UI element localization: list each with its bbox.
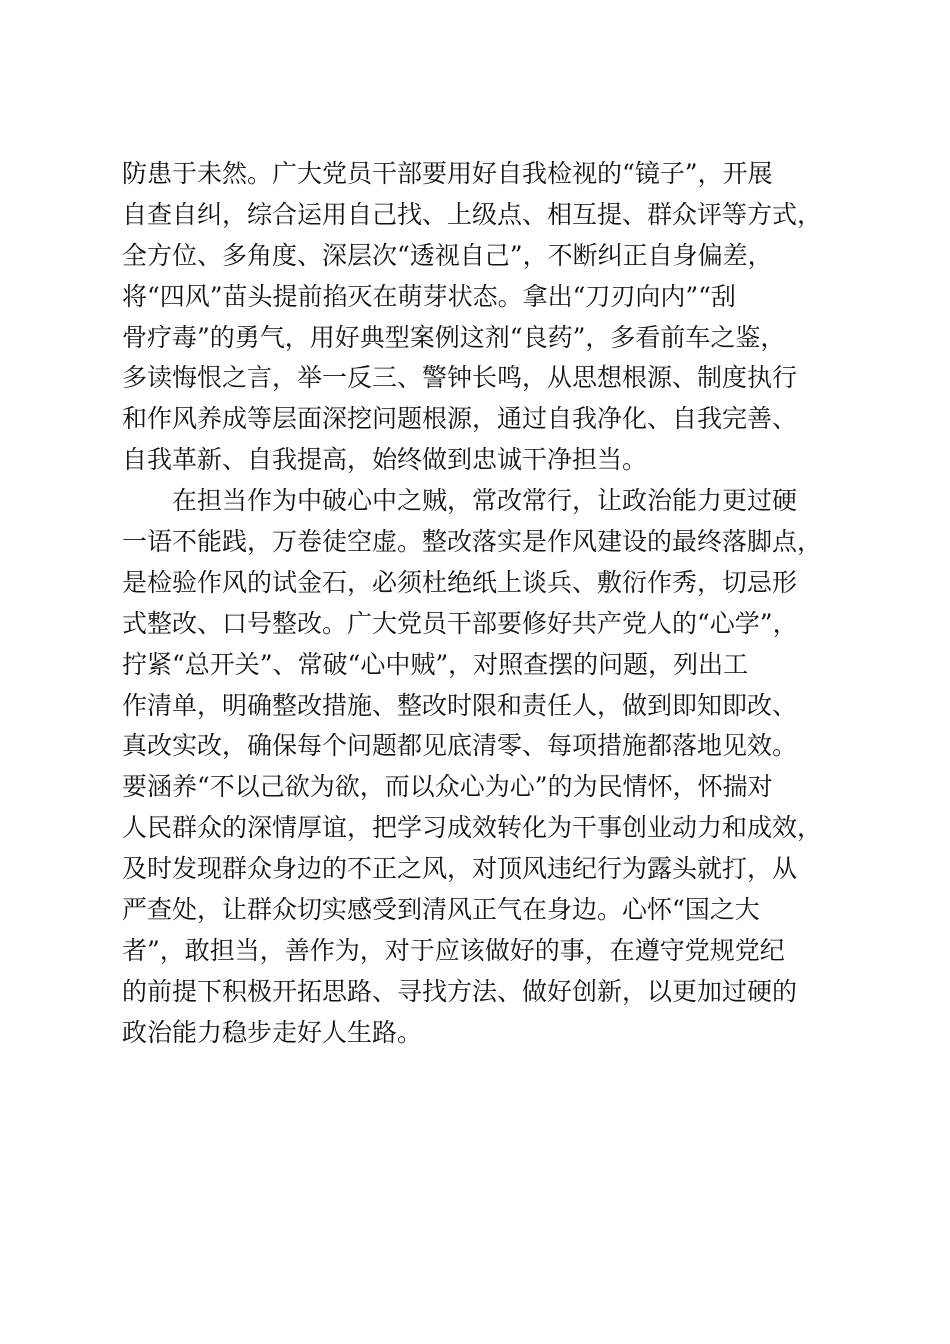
text-line: 作清单，明确整改措施、整改时限和责任人，做到即知即改、 xyxy=(122,690,798,720)
document-body xyxy=(122,154,838,1054)
text-line: 将“四风”苗头提前掐灭在萌芽状态。拿出“刀刃向内”“刮 xyxy=(122,281,736,311)
text-line: 自查自纠，综合运用自己找、上级点、相互提、群众评等方式， xyxy=(122,199,823,229)
text-line: 真改实改，确保每个问题都见底清零、每项措施都落地见效。 xyxy=(122,731,798,761)
text-line: 多读悔恨之言，举一反三、警钟长鸣，从思想根源、制度执行 xyxy=(122,363,798,393)
text-line: 全方位、多角度、深层次“透视自己”，不断纠正自身偏差， xyxy=(122,240,773,270)
paragraph xyxy=(122,481,838,1053)
text-line: 式整改、口号整改。广大党员干部要修好共产党人的“心学”， xyxy=(122,608,798,638)
text-line: 及时发现群众身边的不正之风，对顶风违纪行为露头就打，从 xyxy=(122,854,798,884)
text-line: 防患于未然。广大党员干部要用好自我检视的“镜子”，开展 xyxy=(122,159,773,188)
paragraph xyxy=(122,154,838,481)
section-heading-line: 在担当作为中破心中之贼，常改常行，让政治能力更过硬 xyxy=(172,486,798,516)
text-line: 骨疗毒”的勇气，用好典型案例这剂“良药”，多看前车之鉴， xyxy=(122,322,786,352)
text-line: 和作风养成等层面深挖问题根源，通过自我净化、自我完善、 xyxy=(122,404,798,434)
text-line: 自我革新、自我提高，始终做到忠诚干净担当。 xyxy=(122,445,648,475)
text-line: 是检验作风的试金石，必须杜绝纸上谈兵、敷衍作秀，切忌形 xyxy=(122,567,798,597)
text-line: 严查处，让群众切实感受到清风正气在身边。心怀“国之大 xyxy=(122,895,760,925)
text-line: 的前提下积极开拓思路、寻找方法、做好创新，以更加过硬的 xyxy=(122,976,798,1006)
text-line: 人民群众的深情厚谊，把学习成效转化为干事创业动力和成效， xyxy=(122,813,823,843)
text-line: 一语不能践，万卷徒空虚。整改落实是作风建设的最终落脚点， xyxy=(122,527,823,557)
text-line: 拧紧“总开关”、常破“心中贼”，对照查摆的问题，列出工 xyxy=(122,649,749,679)
text-line: 者”，敢担当，善作为，对于应该做好的事，在遵守党规党纪 xyxy=(122,935,785,965)
text-line: 要涵养“不以己欲为欲，而以众心为心”的为民情怀，怀揣对 xyxy=(122,772,773,802)
text-line: 政治能力稳步走好人生路。 xyxy=(122,1017,423,1047)
